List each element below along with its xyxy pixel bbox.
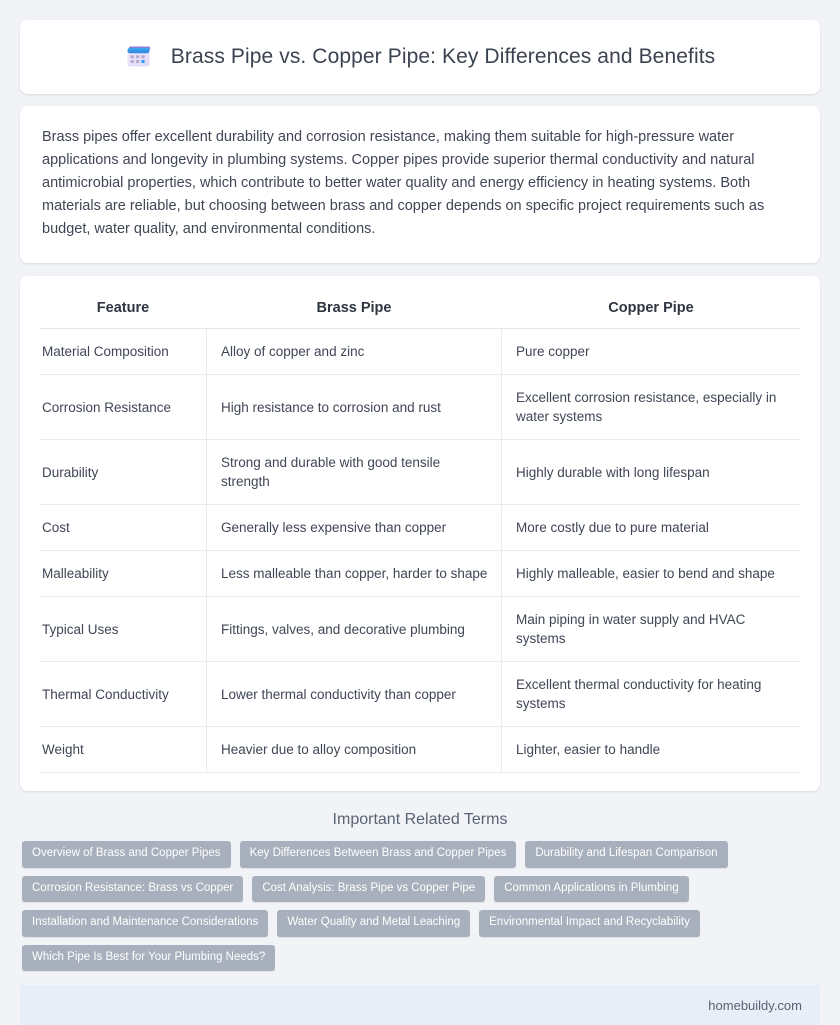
title-card <box>20 20 820 94</box>
cell-feature: Typical Uses <box>40 597 207 662</box>
cell-copper: Excellent thermal conductivity for heating systems <box>502 662 801 727</box>
related-terms-tag-list <box>22 841 818 971</box>
footer-bar <box>20 985 820 1025</box>
table-row <box>40 505 800 551</box>
table-header-row <box>40 290 800 329</box>
cell-brass: Less malleable than copper, harder to shape <box>207 551 502 597</box>
cell-feature: Cost <box>40 505 207 551</box>
table-row <box>40 662 800 727</box>
page-title: Brass Pipe vs. Copper Pipe: Key Differences and Benefits <box>170 45 716 68</box>
cell-feature: Material Composition <box>40 329 207 375</box>
related-term-tag[interactable]: Key Differences Between Brass and Copper Pipes <box>240 841 517 868</box>
cell-copper: More costly due to pure material <box>502 505 801 551</box>
cell-brass: Generally less expensive than copper <box>207 505 502 551</box>
cell-feature: Thermal Conductivity <box>40 662 207 727</box>
related-term-tag[interactable]: Overview of Brass and Copper Pipes <box>22 841 231 868</box>
cell-brass: Strong and durable with good tensile strength <box>207 440 502 505</box>
table-row <box>40 727 800 773</box>
table-row <box>40 375 800 440</box>
related-term-tag[interactable]: Durability and Lifespan Comparison <box>525 841 727 868</box>
cell-copper: Main piping in water supply and HVAC systems <box>502 597 801 662</box>
related-term-tag[interactable]: Installation and Maintenance Considerations <box>22 910 268 937</box>
related-term-tag[interactable]: Common Applications in Plumbing <box>494 876 689 903</box>
cell-brass: Fittings, valves, and decorative plumbing <box>207 597 502 662</box>
cell-copper: Highly durable with long lifespan <box>502 440 801 505</box>
related-term-tag[interactable]: Cost Analysis: Brass Pipe vs Copper Pipe <box>252 876 485 903</box>
cell-copper: Excellent corrosion resistance, especially in water systems <box>502 375 801 440</box>
comparison-table <box>40 290 800 773</box>
related-terms-section <box>20 805 820 971</box>
footer-site-name: homebuildy.com <box>708 997 802 1013</box>
column-header-brass-pipe: Brass Pipe <box>207 290 502 329</box>
cell-feature: Weight <box>40 727 207 773</box>
cell-copper: Pure copper <box>502 329 801 375</box>
cell-brass: Lower thermal conductivity than copper <box>207 662 502 727</box>
comparison-table-card <box>20 276 820 791</box>
cell-brass: Heavier due to alloy composition <box>207 727 502 773</box>
table-row <box>40 597 800 662</box>
cell-feature: Durability <box>40 440 207 505</box>
title-inner <box>125 43 716 71</box>
table-head <box>40 290 800 329</box>
cell-brass: High resistance to corrosion and rust <box>207 375 502 440</box>
cell-copper: Lighter, easier to handle <box>502 727 801 773</box>
table-row <box>40 551 800 597</box>
column-header-feature: Feature <box>40 290 207 329</box>
table-body <box>40 329 800 773</box>
calendar-icon <box>125 43 153 71</box>
related-term-tag[interactable]: Water Quality and Metal Leaching <box>277 910 470 937</box>
cell-feature: Malleability <box>40 551 207 597</box>
table-row <box>40 329 800 375</box>
column-header-copper-pipe: Copper Pipe <box>502 290 801 329</box>
cell-copper: Highly malleable, easier to bend and shape <box>502 551 801 597</box>
description-text: Brass pipes offer excellent durability and corrosion resistance, making them suitable for high-pressure water applications and longevity in plumbing systems. Copper pipes provide superior thermal conductivity and natural antimicrobial properties, which contribute to better water quality and energy efficiency in heating systems. Both materials are reliable, but choosing between brass and copper depends on specific project requirements such as budget, water quality, and environmental conditions. <box>42 129 765 237</box>
cell-feature: Corrosion Resistance <box>40 375 207 440</box>
related-term-tag[interactable]: Environmental Impact and Recyclability <box>479 910 700 937</box>
related-term-tag[interactable]: Corrosion Resistance: Brass vs Copper <box>22 876 243 903</box>
related-term-tag[interactable]: Which Pipe Is Best for Your Plumbing Needs? <box>22 945 275 972</box>
related-terms-title: Important Related Terms <box>332 811 508 828</box>
cell-brass: Alloy of copper and zinc <box>207 329 502 375</box>
table-row <box>40 440 800 505</box>
description-card <box>20 106 820 263</box>
